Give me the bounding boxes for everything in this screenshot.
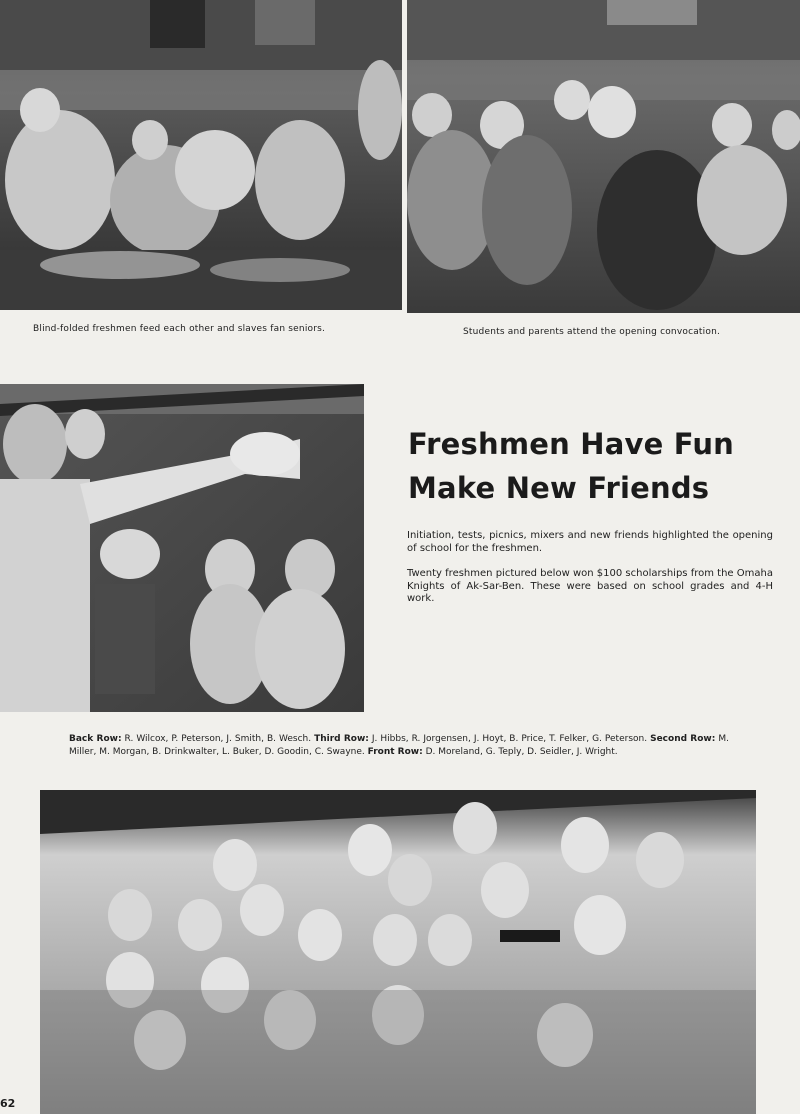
third-row-label: Third Row: [314,734,369,744]
headline-line-1: Freshmen Have Fun [408,427,735,461]
headline [408,422,788,510]
photo-blindfolded-freshmen-image [0,0,402,310]
photo-scholarship-winners [40,790,756,1114]
photo-opening-convocation-image [407,0,800,313]
second-row-label: Second Row: [650,734,716,744]
photo-initiation [0,384,364,712]
second-row-names: M. Miller, M. Morgan, B. Drinkwalter, L. Buker, D. Goodin, C. Swayne. [69,734,729,757]
photo-opening-convocation [407,0,800,313]
caption-top-right: Students and parents attend the opening convocation. [463,327,721,337]
page-number: 62 [0,1097,16,1110]
caption-top-left: Blind-folded freshmen feed each other and slaves fan seniors. [33,324,326,334]
photo-initiation-image [0,384,364,712]
body-paragraph-2: Twenty freshmen pictured below won $100 scholarships from the Omaha Knights of Ak-Sar-Ben. These were based on school grades and 4-H work. [407,568,773,604]
body-paragraph-1: Initiation, tests, picnics, mixers and new friends highlighted the opening of school for the freshmen. [407,530,773,554]
photo-scholarship-winners-image [40,790,756,1114]
back-row-label: Back Row: [69,734,122,744]
third-row-names: J. Hibbs, R. Jorgensen, J. Hoyt, B. Price, T. Felker, G. Peterson. [371,734,648,744]
front-row-names: D. Moreland, G. Teply, D. Seidler, J. Wright. [425,747,618,757]
back-row-names: R. Wilcox, P. Peterson, J. Smith, B. Wesch. [124,734,312,744]
names-list [69,733,729,759]
photo-blindfolded-freshmen [0,0,402,310]
front-row-label: Front Row: [367,747,423,757]
headline-line-2: Make New Friends [408,471,710,505]
